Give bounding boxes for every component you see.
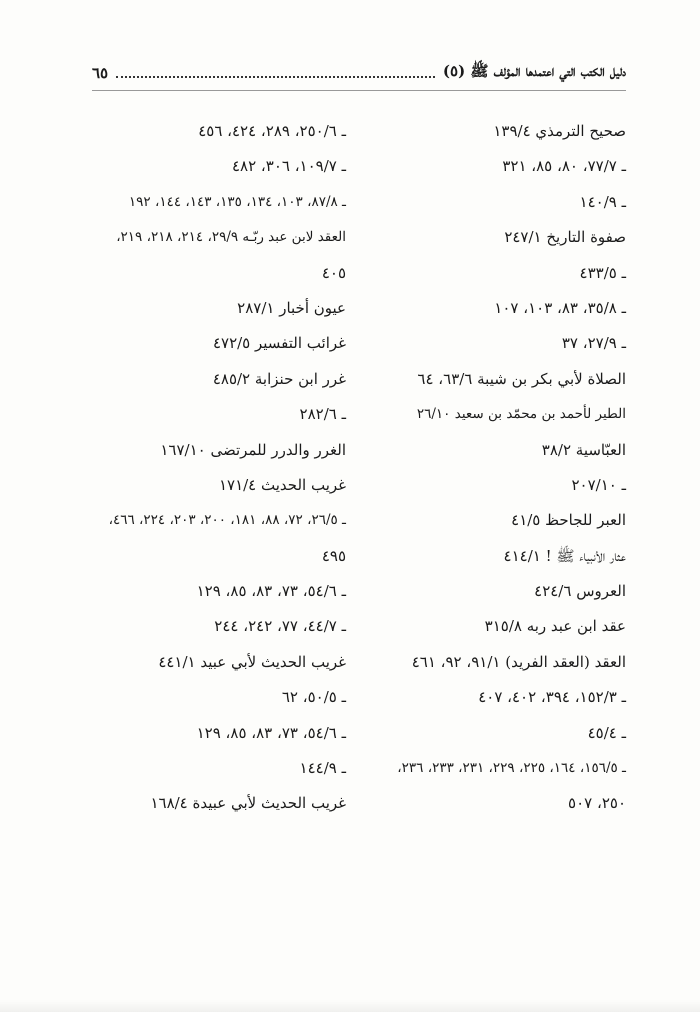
index-entry: ـ ١٤٤/٩ xyxy=(299,759,346,778)
page-bottom-edge xyxy=(0,1000,700,1012)
leader-dots xyxy=(116,76,435,78)
index-entry: الصلاة لأبي بكر بن شيبة ٦٣/٦، ٦٤ xyxy=(417,369,626,388)
index-column-left xyxy=(84,114,346,822)
index-entry: ـ ٧٧/٧، ٨٠، ٨٥، ٣٢١ xyxy=(502,157,626,176)
index-entry: ـ ١٥٢/٣، ٣٩٤، ٤٠٢، ٤٠٧ xyxy=(478,688,626,707)
index-entry: غرائب التفسير ٤٧٢/٥ xyxy=(212,334,346,353)
index-entry: عيون أخبار ٢٨٧/١ xyxy=(237,298,346,317)
index-entry: غرر ابن حنزابة ٤٨٥/٢ xyxy=(212,369,346,388)
index-entry: ـ ٤٤/٧، ٧٧، ٢٤٢، ٢٤٤ xyxy=(214,617,346,636)
index-entry: ـ ٢٥٠/٦، ٢٨٩، ٤٢٤، ٤٥٦ xyxy=(198,122,346,140)
index-entry: ـ ١٤٠/٩ xyxy=(579,192,626,211)
running-header xyxy=(92,60,626,86)
index-entry: ـ ٤٣٣/٥ xyxy=(579,263,626,282)
index-entry: ـ ٤٥/٤ xyxy=(587,723,626,742)
index-entry: ٤٠٥ xyxy=(321,263,346,282)
index-entry: العقد (العقد الفريد) ٩١/١، ٩٢، ٤٦١ xyxy=(411,652,626,671)
index-entry: غريب الحديث ١٧١/٤ xyxy=(218,475,346,494)
index-entry: ـ ٥٠/٥، ٦٢ xyxy=(281,688,346,707)
index-entry: غريب الحديث لأبي عبيد ٤٤١/١ xyxy=(158,652,346,671)
index-entry: ٢٥٠، ٥٠٧ xyxy=(568,794,626,813)
index-entry: ـ ٢٦/٥، ٧٢، ٨٨، ١٨١، ٢٠٠، ٢٠٣، ٢٢٤، ٤٦٦، xyxy=(108,512,346,529)
index-entry: ـ ٢٨٢/٦ xyxy=(299,405,346,424)
index-column-right xyxy=(364,114,626,822)
index-entry: غريب الحديث لأبي عبيدة ١٦٨/٤ xyxy=(150,794,346,813)
index-entry: ـ ٣٥/٨، ٨٣، ١٠٣، ١٠٧ xyxy=(494,298,626,317)
index-entry: ـ ٥٤/٦، ٧٣، ٨٣، ٨٥، ١٢٩ xyxy=(196,582,346,601)
index-entry: عقد ابن عبد ربه ٣١٥/٨ xyxy=(484,617,626,636)
index-entry: ـ ٨٧/٨، ١٠٣، ١٣٤، ١٣٥، ١٤٣، ١٤٤، ١٩٢ xyxy=(128,193,346,210)
index-entry: صحيح الترمذي ١٣٩/٤ xyxy=(493,122,626,140)
index-entry: الغرر والدرر للمرتضى ١٦٧/١٠ xyxy=(160,440,346,459)
index-entry: العبر للجاحظ ٤١/٥ xyxy=(511,511,626,530)
index-entry: ـ ١٠٩/٧، ٣٠٦، ٤٨٢ xyxy=(231,157,346,176)
page-number: ٦٥ xyxy=(92,64,109,82)
index-entry: ـ ٢٧/٩، ٣٧ xyxy=(561,334,626,353)
index-entry: العروس ٤٢٤/٦ xyxy=(534,582,626,601)
index-entry: ـ ٢٠٧/١٠ xyxy=(571,475,626,494)
running-title: دليل الكتب التي اعتمدها المؤلف ﷺ (٥) xyxy=(442,62,626,80)
index-entry: ٤٩٥ xyxy=(321,546,346,565)
index-entry: الطير لأحمد بن محمّد بن سعيد ٢٦/١٠ xyxy=(416,406,626,423)
index-entry: عثار الأنبياء ﷺ ! ٤١٤/١ xyxy=(503,546,626,565)
header-rule xyxy=(92,90,626,91)
index-entry: العقد لابن عبد ربّـه ٢٩/٩، ٢١٤، ٢١٨، ٢١٩، xyxy=(116,229,346,246)
index-entry: ـ ١٥٦/٥، ١٦٤، ٢٢٥، ٢٢٩، ٢٣١، ٢٣٣، ٢٣٦، xyxy=(397,760,626,777)
index-entry: ـ ٥٤/٦، ٧٣، ٨٣، ٨٥، ١٢٩ xyxy=(196,723,346,742)
index-entry: العبّاسية ٣٨/٢ xyxy=(541,440,626,459)
index-entry: صفوة التاريخ ٢٤٧/١ xyxy=(504,228,626,247)
